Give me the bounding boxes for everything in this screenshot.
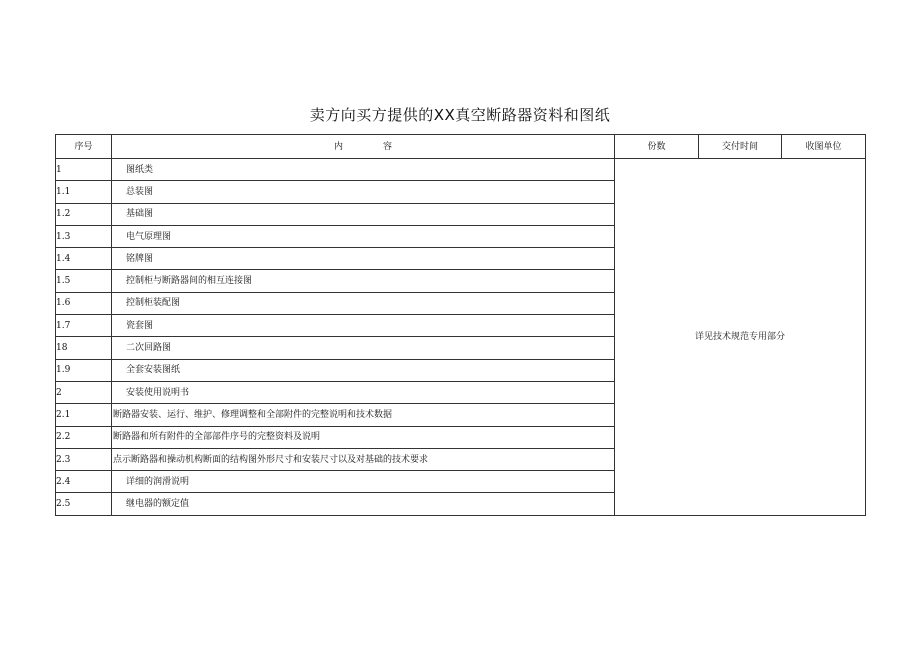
row-content: 基础图	[112, 203, 615, 225]
row-number: 1.1	[56, 181, 112, 203]
row-number: 2.4	[56, 471, 112, 493]
row-number: 2.3	[56, 448, 112, 470]
header-copies: 份数	[615, 135, 699, 159]
documents-table	[55, 134, 866, 516]
row-number: 1.9	[56, 359, 112, 381]
header-receiver: 收图单位	[782, 135, 866, 159]
row-content: 点示断路器和操动机构断面的结构图外形尺寸和安装尺寸以及对基础的技术要求	[112, 448, 615, 470]
row-content: 瓷套图	[112, 315, 615, 337]
row-content: 继电器的额定值	[112, 493, 615, 515]
row-content: 详细的润滑说明	[112, 471, 615, 493]
row-number: 1.3	[56, 225, 112, 247]
header-content	[112, 135, 615, 159]
row-content: 断路器和所有附件的全部部件序号的完整资料及说明	[112, 426, 615, 448]
row-content: 控制柜装配图	[112, 292, 615, 314]
row-content: 铭牌图	[112, 248, 615, 270]
row-number: 2	[56, 381, 112, 403]
header-content-right: 容	[383, 141, 393, 152]
row-number: 2.1	[56, 404, 112, 426]
header-content-left: 内	[333, 141, 343, 152]
merged-note: 详见技术规范专用部分	[615, 159, 866, 516]
table-row	[56, 159, 866, 181]
row-number: 2.5	[56, 493, 112, 515]
row-content: 控制柜与断路器间的相互连接图	[112, 270, 615, 292]
row-content: 全套安装图纸	[112, 359, 615, 381]
row-content: 总装图	[112, 181, 615, 203]
row-number: 2.2	[56, 426, 112, 448]
row-number: 1.6	[56, 292, 112, 314]
document-title: 卖方向买方提供的XX真空断路器资料和图纸	[309, 106, 611, 124]
row-number: 1	[56, 159, 112, 181]
row-content: 二次回路图	[112, 337, 615, 359]
row-content: 电气原理图	[112, 225, 615, 247]
row-content: 图纸类	[112, 159, 615, 181]
row-number: 18	[56, 337, 112, 359]
row-content: 断路器安装、运行、维护、修理调整和全部附件的完整说明和技术数据	[112, 404, 615, 426]
header-seq: 序号	[56, 135, 112, 159]
row-number: 1.7	[56, 315, 112, 337]
header-delivery-time: 交付时间	[699, 135, 782, 159]
row-content: 安装使用说明书	[112, 381, 615, 403]
row-number: 1.5	[56, 270, 112, 292]
row-number: 1.4	[56, 248, 112, 270]
table-header-row	[56, 135, 866, 159]
row-number: 1.2	[56, 203, 112, 225]
